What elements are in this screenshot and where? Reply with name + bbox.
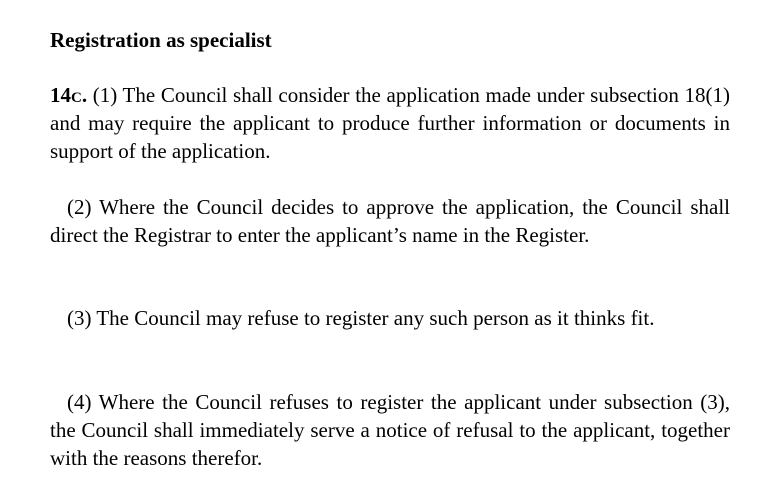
paragraph-3: (3) The Council may refuse to register any such person as it thinks fit. <box>67 306 655 330</box>
paragraph-1-text: (1) The Council shall consider the application made under subsection 18(1) and may require the applicant to produce further information or documents in support of the application. <box>50 83 730 163</box>
paragraph-1 <box>50 81 730 165</box>
section-number-letter: c <box>71 83 82 107</box>
paragraph-2: (2) Where the Council decides to approve the application, the Council shall direct the Registrar to enter the applicant’s name in the Register. <box>50 195 730 247</box>
section-number <box>50 83 87 107</box>
paragraph-4: (4) Where the Council refuses to register the applicant under subsection (3), the Council shall immediately serve a notice of refusal to the applicant, together with the reasons therefor. <box>50 390 730 470</box>
section-heading: Registration as specialist <box>50 28 272 52</box>
section-number-suffix: . <box>81 83 88 107</box>
section-number-digits: 14 <box>50 83 71 107</box>
